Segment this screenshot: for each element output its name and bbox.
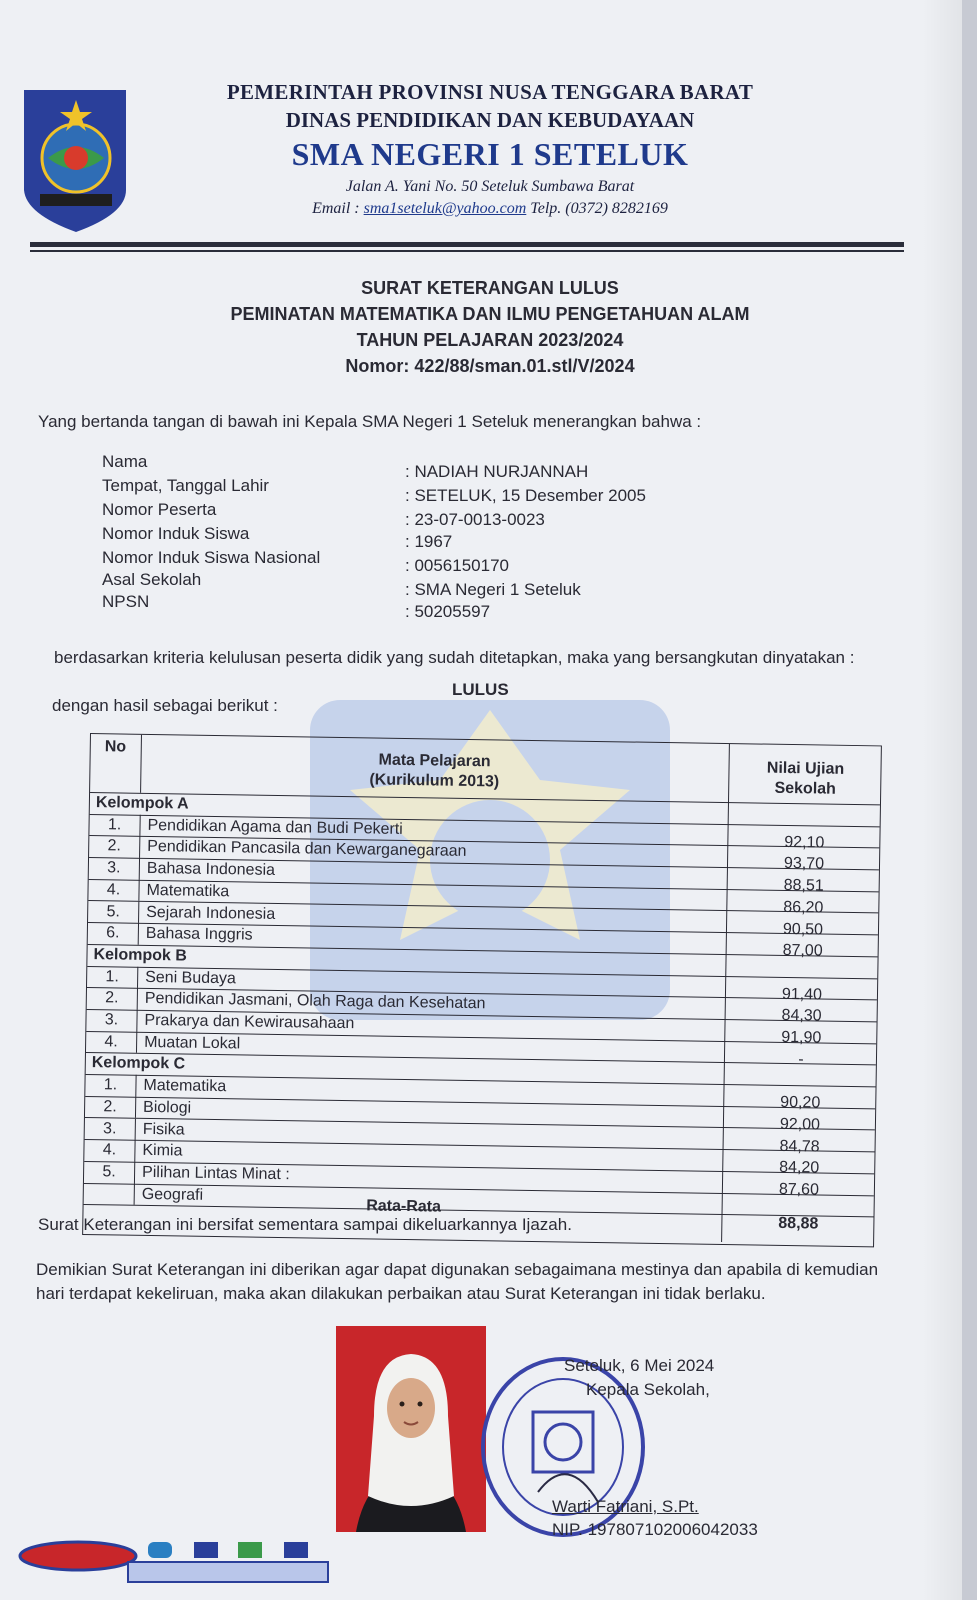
col-header-subject [140, 747, 729, 796]
table-divider [139, 814, 140, 836]
group-label: Kelompok B [93, 945, 187, 965]
col-header-score-line1: Nilai Ujian [766, 759, 845, 778]
temporary-note: Surat Keterangan ini bersifat sementara sampai dikeluarkannya Ijazah. [38, 1215, 572, 1234]
row-number: 4. [102, 1141, 117, 1159]
subject-score: 93,70 [783, 855, 825, 873]
email-link[interactable]: sma1seteluk@yahoo.com [363, 200, 527, 217]
subject-score: 84,78 [779, 1137, 820, 1156]
subject-name: Bahasa Indonesia [146, 860, 276, 880]
subject-score: 84,30 [781, 1007, 822, 1025]
subject-score [727, 963, 877, 965]
student-value: : SETELUK, 15 Desember 2005 [405, 486, 646, 505]
table-divider [138, 901, 139, 923]
student-value: : 1967 [405, 532, 453, 551]
row-number: 1. [105, 967, 119, 986]
table-divider [135, 1075, 136, 1097]
subject-name: Kimia [142, 1142, 183, 1160]
subject-score: 90,50 [782, 920, 824, 939]
subject-score: 88,51 [783, 877, 824, 895]
student-label: Nomor Peserta [102, 500, 217, 519]
subject-score: 87,60 [778, 1180, 820, 1199]
intro-text: Yang bertanda tangan di bawah ini Kepala SMA Negeri 1 Seteluk menerangkan bahwa : [38, 412, 702, 431]
subject-name: Bahasa Inggris [145, 925, 253, 944]
student-value: : 23-07-0013-0023 [405, 510, 545, 529]
letterhead [140, 78, 840, 220]
doc-number: Nomor: 422/88/sman.01.stl/V/2024 [345, 356, 635, 376]
header-contact [140, 198, 840, 220]
header-divider-thick [30, 242, 904, 247]
status-badge: LULUS [452, 680, 509, 699]
signature-name: Warti Fatriani, S.Pt. [552, 1497, 699, 1516]
subject-name: Muatan Lokal [144, 1033, 241, 1053]
subject-score: 91,40 [781, 985, 823, 1004]
footer-school-logo-icon [18, 1538, 338, 1588]
student-label: NPSN [102, 592, 150, 611]
table-divider [135, 1118, 136, 1140]
doc-year: TAHUN PELAJARAN 2023/2024 [356, 330, 624, 350]
row-number: 1. [107, 815, 122, 834]
table-divider [137, 988, 138, 1010]
email-label: Email : [312, 200, 360, 217]
subject-score: 90,20 [780, 1093, 821, 1112]
subject-name: Pendidikan Jasmani, Olah Raga dan Kesehatan [144, 990, 486, 1013]
signature-place-date: Seteluk, 6 Mei 2024 [564, 1356, 715, 1375]
criteria-text: berdasarkan kriteria kelulusan peserta didik yang sudah ditetapkan, maka yang bersangkutan dinyatakan : [54, 648, 855, 667]
subject-name: Geografi [141, 1185, 204, 1204]
student-value: : SMA Negeri 1 Seteluk [405, 580, 581, 599]
table-divider [134, 1162, 135, 1184]
subject-name: Matematika [143, 1076, 227, 1096]
row-number: 3. [102, 1119, 117, 1137]
header-government: PEMERINTAH PROVINSI NUSA TENGGARA BARAT [226, 80, 754, 104]
table-divider [137, 966, 138, 988]
result-intro: dengan hasil sebagai berikut : [52, 696, 278, 715]
signature-position: Kepala Sekolah, [586, 1380, 710, 1399]
page-shadow-edge [962, 0, 977, 1600]
row-number: 3. [107, 859, 121, 877]
subject-score [726, 1071, 876, 1073]
table-divider [136, 1010, 137, 1032]
subject-name: Seni Budaya [145, 968, 237, 987]
row-number: 4. [106, 881, 121, 899]
student-label: Asal Sekolah [102, 570, 202, 589]
row-number: 1. [103, 1076, 118, 1094]
table-divider [138, 923, 139, 945]
row-number: 2. [107, 837, 122, 855]
grades-table [82, 733, 882, 1247]
subject-name: Prakarya dan Kewirausahaan [144, 1011, 355, 1033]
subject-score: 92,00 [779, 1115, 821, 1134]
row-number: 5. [106, 902, 121, 920]
subject-score: 91,90 [781, 1028, 822, 1047]
subject-score: 87,00 [782, 942, 823, 960]
group-label: Kelompok A [95, 794, 189, 813]
row-number: 4. [104, 1032, 118, 1051]
table-divider [139, 858, 140, 880]
subject-name: Pilihan Lintas Minat : [141, 1163, 290, 1184]
student-photo [336, 1326, 486, 1532]
closing-paragraph: Demikian Surat Keterangan ini diberikan agar dapat digunakan sebagaimana mestinya dan apabila di kemudian hari terdapat kekeliruan, maka akan dilakukan perbaikan atau Surat Keterangan ini tidak berlaku. [36, 1260, 879, 1303]
header-department: DINAS PENDIDIKAN DAN KEBUDAYAAN [285, 108, 695, 132]
subject-name: Pendidikan Agama dan Budi Pekerti [147, 816, 403, 838]
subject-score: - [798, 1050, 804, 1068]
subject-score: 86,20 [783, 898, 824, 917]
phone-text: Telp. (0372) 8282169 [530, 200, 668, 217]
header-school-name: SMA NEGERI 1 SETELUK [291, 136, 689, 172]
student-label: Tempat, Tanggal Lahir [102, 476, 269, 495]
subject-score: 84,20 [779, 1159, 820, 1177]
table-divider [135, 1097, 136, 1119]
col-header-no: No [104, 738, 127, 756]
row-number: 6. [106, 924, 120, 942]
subject-score: 92,10 [784, 833, 825, 852]
header-address: Jalan A. Yani No. 50 Seteluk Sumbawa Barat [345, 178, 635, 195]
row-number: 2. [103, 1098, 117, 1116]
col-header-score-line2: Sekolah [774, 779, 837, 798]
student-value: : 0056150170 [405, 556, 509, 575]
signature-nip: NIP. 197807102006042033 [552, 1520, 758, 1539]
student-label: Nama [102, 452, 148, 471]
col-header-subject-line1: Mata Pelajaran [378, 751, 491, 771]
col-header-score [730, 758, 881, 800]
row-number: 5. [102, 1163, 116, 1181]
student-value: : 50205597 [405, 602, 491, 621]
subject-name: Pendidikan Pancasila dan Kewarganegaraan [147, 838, 467, 861]
subject-name: Sejarah Indonesia [146, 903, 276, 923]
group-label: Kelompok C [91, 1054, 186, 1073]
row-number: 3. [104, 1011, 119, 1029]
table-divider [136, 1031, 137, 1053]
student-label: Nomor Induk Siswa Nasional [102, 548, 321, 567]
col-header-subject-line2: (Kurikulum 2013) [369, 771, 500, 791]
student-label: Nomor Induk Siswa [102, 524, 250, 543]
table-divider [134, 1140, 135, 1162]
average-value: 88,88 [778, 1214, 819, 1233]
subject-name: Matematika [146, 881, 230, 901]
header-divider-thin [30, 250, 904, 252]
table-divider [138, 880, 139, 902]
table-divider [139, 836, 140, 858]
subject-name: Biologi [142, 1098, 192, 1117]
student-value: : NADIAH NURJANNAH [405, 462, 589, 481]
doc-subtitle: PEMINATAN MATEMATIKA DAN ILMU PENGETAHUAN ALAM [230, 304, 750, 324]
average-label: Rata-Rata [366, 1197, 442, 1216]
province-logo-icon [22, 86, 130, 234]
row-number: 2. [105, 989, 119, 1007]
doc-title: SURAT KETERANGAN LULUS [361, 278, 619, 298]
subject-name: Fisika [142, 1120, 185, 1139]
subject-score [724, 1202, 874, 1204]
